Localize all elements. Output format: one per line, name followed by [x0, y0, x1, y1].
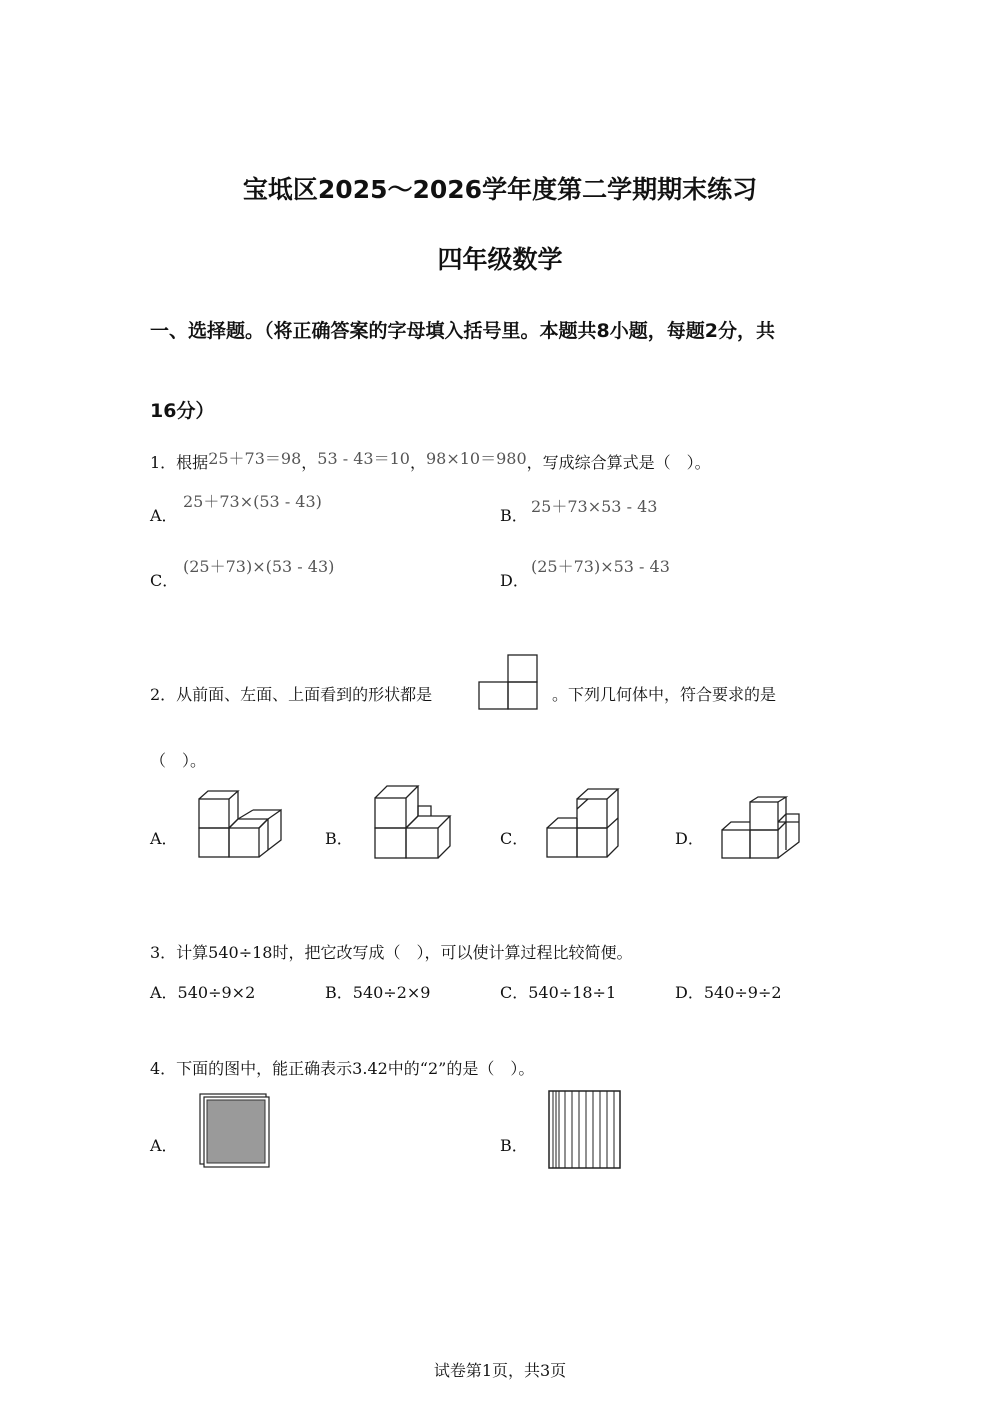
page-footer: 试卷第1页，共3页	[433, 1361, 567, 1380]
solid-figure-d	[721, 796, 811, 860]
question-2-suffix: 。下列几何体中，符合要求的是	[552, 685, 777, 704]
q3-option-c: C．540÷18÷1	[500, 983, 617, 1002]
q1-option-d-expr: (25＋73)×53 - 43	[531, 557, 670, 576]
section-heading-line1: 一、选择题。（将正确答案的字母填入括号里。本题共8小题，每题2分，共	[150, 320, 775, 342]
q1-prefix: 1．根据	[150, 453, 209, 472]
q3-option-b: B．540÷2×9	[325, 983, 431, 1002]
question-3: 3．计算540÷18时，把它改写成（ ），可以使计算过程比较简便。	[150, 943, 633, 962]
solid-figure-c	[546, 788, 636, 860]
q1-expr-3: 98×10＝980	[425, 449, 527, 468]
section-heading-line2: 16分）	[150, 400, 215, 422]
q1-suffix: ，写成综合算式是（ ）。	[526, 453, 711, 472]
view-shape-figure	[478, 654, 538, 710]
question-1	[150, 450, 711, 473]
q2-option-a-letter: A．	[150, 829, 178, 848]
q1-option-b-expr: 25＋73×53 - 43	[531, 497, 658, 516]
q2-option-d-letter: D．	[675, 829, 704, 848]
q1-sep-2: ，	[409, 453, 426, 472]
q1-option-d-letter: D．	[500, 571, 529, 590]
q1-option-c-expr: (25＋73)×(53 - 43)	[183, 557, 335, 576]
q3-option-d: D．540÷9÷2	[675, 983, 782, 1002]
solid-figure-a	[198, 790, 288, 860]
q2-option-c-letter: C．	[500, 829, 529, 848]
q4-option-b-letter: B．	[500, 1136, 528, 1155]
q1-sep-1: ，	[301, 453, 318, 472]
q1-option-a-letter: A．	[150, 506, 178, 525]
exam-subtitle: 四年级数学	[437, 245, 563, 274]
exam-title: 宝坻区2025～2026学年度第二学期期末练习	[242, 175, 758, 204]
q1-option-b-letter: B．	[500, 506, 528, 525]
q4-option-a-letter: A．	[150, 1136, 178, 1155]
q1-expr-2: 53 - 43＝10	[317, 449, 410, 468]
question-2-line2: （ ）。	[150, 751, 207, 770]
q1-option-c-letter: C．	[150, 571, 179, 590]
decimal-strips-figure-b	[548, 1090, 622, 1170]
q3-option-a: A．540÷9×2	[150, 983, 256, 1002]
solid-figure-b	[373, 784, 463, 860]
question-2-prefix: 2．从前面、左面、上面看到的形状都是	[150, 685, 433, 704]
q1-expr-1: 25＋73＝98	[208, 449, 302, 468]
q2-option-b-letter: B．	[325, 829, 353, 848]
question-4: 4．下面的图中，能正确表示3.42中的“2”的是（ ）。	[150, 1059, 535, 1078]
q1-option-a-expr: 25＋73×(53 - 43)	[183, 492, 322, 511]
decimal-squares-figure-a	[199, 1093, 271, 1169]
